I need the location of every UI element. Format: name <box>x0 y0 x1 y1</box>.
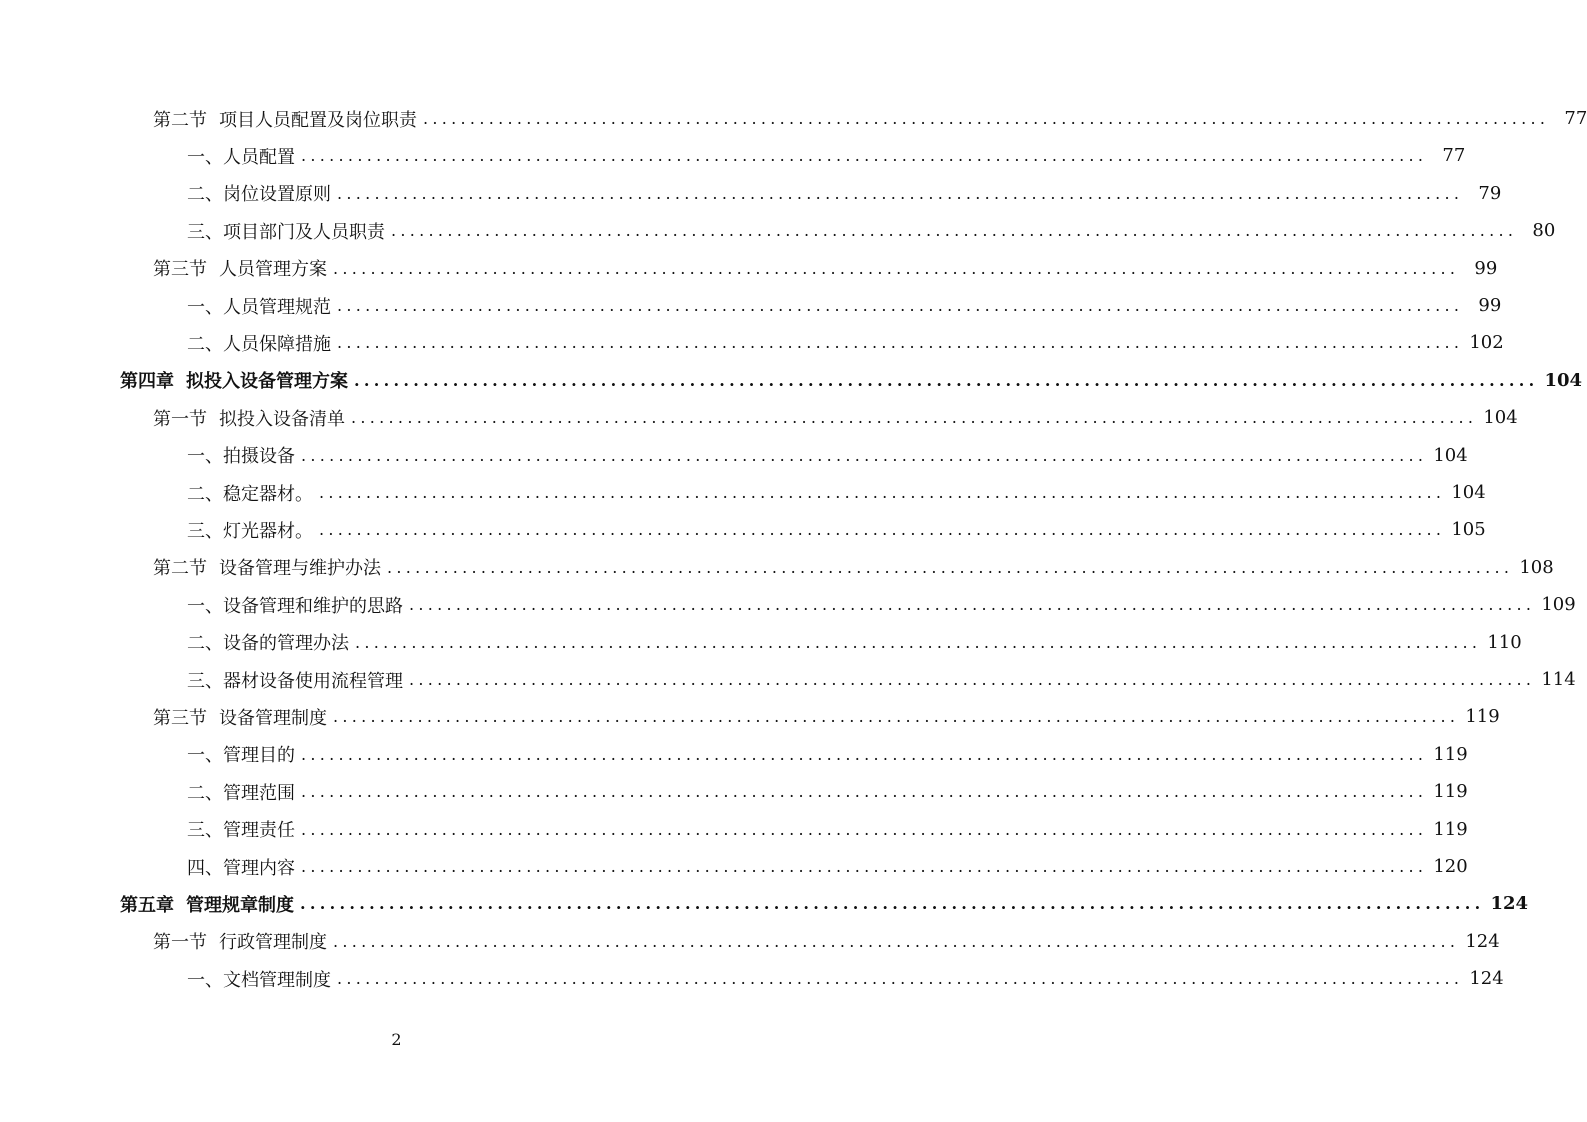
toc-entry-page: 124 <box>1469 968 1504 990</box>
dot-leader: ........................................................................................................................ <box>354 370 1539 390</box>
toc-entry-title <box>187 480 313 506</box>
toc-entry-title <box>153 106 417 132</box>
toc-entry-title <box>187 293 331 319</box>
toc-entry-text: 拟投入设备清单 <box>219 408 345 430</box>
dot-leader: ........................................................................................................................ <box>337 183 1464 203</box>
dot-leader: ........................................................................................................................ <box>319 483 1446 502</box>
dot-leader: ........................................................................................................................ <box>337 333 1464 353</box>
toc-entry-text: 拟投入设备管理方案 <box>186 371 348 393</box>
toc-entry-text: 三、管理责任 <box>187 820 295 842</box>
toc-entry-page: 104 <box>1483 407 1518 429</box>
toc-entry-text: 一、人员管理规范 <box>187 296 331 318</box>
toc-entry-item[interactable] <box>187 175 1502 212</box>
toc-entry-title <box>187 816 295 842</box>
dot-leader: ........................................................................................................................ <box>333 258 1460 278</box>
toc-entry-page: 110 <box>1487 631 1522 653</box>
toc-entry-section[interactable] <box>153 100 1587 137</box>
toc-entry-title <box>187 854 295 880</box>
toc-entry-prefix: 第三节 <box>153 707 207 729</box>
dot-leader: ........................................................................................................................ <box>387 557 1514 577</box>
toc-entry-page: 124 <box>1465 930 1500 952</box>
toc-entry-section[interactable] <box>153 698 1500 735</box>
page-number: 2 <box>391 1030 402 1049</box>
toc-entry-item[interactable] <box>187 736 1468 773</box>
toc-entry-page: 99 <box>1474 257 1498 279</box>
toc-entry-text: 一、拍摄设备 <box>187 446 295 468</box>
toc-entry-title <box>120 891 294 917</box>
toc-entry-item[interactable] <box>187 437 1468 474</box>
toc-entry-title <box>153 928 327 954</box>
toc-entry-item[interactable] <box>187 324 1504 361</box>
toc-entry-text: 设备管理与维护办法 <box>219 558 381 580</box>
toc-entry-text: 一、人员配置 <box>187 146 295 168</box>
toc-entry-page: 119 <box>1433 818 1468 840</box>
toc-entry-section[interactable] <box>153 250 1498 287</box>
toc-entry-text: 二、设备的管理办法 <box>187 633 349 655</box>
toc-entry-title <box>153 704 327 730</box>
toc-entry-title <box>187 517 313 543</box>
toc-entry-text: 设备管理制度 <box>219 707 327 729</box>
toc-entry-text: 二、稳定器材。 <box>187 483 313 505</box>
toc-entry-item[interactable] <box>187 511 1486 548</box>
toc-entry-section[interactable] <box>153 549 1554 586</box>
toc-entry-page: 119 <box>1433 781 1468 803</box>
toc-entry-page: 119 <box>1465 706 1500 728</box>
toc-entry-prefix: 第四章 <box>120 371 174 393</box>
toc-entry-text: 二、岗位设置原则 <box>187 184 331 206</box>
toc-entry-item[interactable] <box>187 137 1466 174</box>
dot-leader: ........................................................................................................................ <box>409 670 1536 689</box>
toc-entry-page: 119 <box>1433 743 1468 765</box>
toc-entry-text: 三、器材设备使用流程管理 <box>187 670 403 692</box>
toc-entry-text: 三、项目部门及人员职责 <box>187 221 385 243</box>
toc-entry-prefix: 第二节 <box>153 109 207 131</box>
toc-entry-title <box>187 180 331 206</box>
toc-entry-title <box>187 741 295 767</box>
toc-entry-text: 人员管理方案 <box>219 259 327 281</box>
toc-entry-text: 一、文档管理制度 <box>187 969 331 991</box>
toc-entry-text: 管理规章制度 <box>186 894 294 916</box>
toc-entry-title <box>153 554 381 580</box>
toc-entry-chapter[interactable] <box>120 885 1529 922</box>
toc-entry-text: 一、设备管理和维护的思路 <box>187 595 403 617</box>
toc-entry-title <box>187 218 385 244</box>
dot-leader: ........................................................................................................................ <box>301 819 1428 839</box>
dot-leader: ........................................................................................................................ <box>391 221 1518 241</box>
toc-entry-page: 109 <box>1541 594 1576 616</box>
toc-entry-title <box>187 667 403 693</box>
toc-entry-text: 行政管理制度 <box>219 932 327 954</box>
toc-entry-prefix: 第一节 <box>153 932 207 954</box>
dot-leader: ........................................................................................................................ <box>301 782 1428 802</box>
toc-entry-page: 80 <box>1532 220 1556 242</box>
toc-entry-page: 108 <box>1519 556 1554 578</box>
dot-leader: ........................................................................................................................ <box>300 894 1485 914</box>
toc-entry-page: 77 <box>1442 145 1466 167</box>
dot-leader: ........................................................................................................................ <box>301 744 1428 764</box>
toc-entry-item[interactable] <box>187 474 1486 511</box>
dot-leader: ........................................................................................................................ <box>333 707 1460 727</box>
toc-entry-prefix: 第五章 <box>120 894 174 916</box>
toc-entry-item[interactable] <box>187 811 1468 848</box>
toc-entry-page: 124 <box>1490 893 1529 915</box>
toc-entry-title <box>187 143 295 169</box>
toc-entry-title <box>187 592 403 618</box>
toc-entry-title <box>187 629 349 655</box>
dot-leader: ........................................................................................................................ <box>337 296 1464 315</box>
toc-entry-page: 99 <box>1478 295 1502 316</box>
toc-entry-page: 104 <box>1451 482 1486 503</box>
toc-entry-title <box>153 255 327 281</box>
toc-entry-item[interactable] <box>187 848 1468 885</box>
toc-entry-page: 104 <box>1433 444 1468 466</box>
toc-entry-title <box>187 966 331 992</box>
toc-entry-page: 79 <box>1478 182 1502 204</box>
toc-entry-text: 四、管理内容 <box>187 857 295 879</box>
toc-entry-text: 一、管理目的 <box>187 745 295 767</box>
toc-entry-title <box>187 330 331 356</box>
toc-entry-page: 102 <box>1469 332 1504 354</box>
toc-entry-title <box>187 442 295 468</box>
toc-entry-page: 77 <box>1564 108 1587 129</box>
toc-entry-item[interactable] <box>187 624 1522 661</box>
toc-entry-text: 二、人员保障措施 <box>187 333 331 355</box>
dot-leader: ........................................................................................................................ <box>333 931 1460 951</box>
toc-entry-prefix: 第一节 <box>153 408 207 430</box>
dot-leader: ........................................................................................................................ <box>337 969 1464 989</box>
toc-entry-prefix: 第三节 <box>153 259 207 281</box>
toc-entry-item[interactable] <box>187 960 1504 997</box>
toc-entry-title <box>120 367 348 393</box>
dot-leader: ........................................................................................................................ <box>301 146 1428 166</box>
toc-entry-page: 105 <box>1451 519 1486 541</box>
toc-entry-prefix: 第二节 <box>153 558 207 580</box>
toc-entry-chapter[interactable] <box>120 362 1583 399</box>
dot-leader: ........................................................................................................................ <box>301 857 1428 876</box>
dot-leader: ........................................................................................................................ <box>351 408 1478 428</box>
dot-leader: ........................................................................................................................ <box>301 445 1428 465</box>
toc-entry-section[interactable] <box>153 399 1518 436</box>
toc-entry-title <box>153 405 345 431</box>
toc-entry-item[interactable] <box>187 773 1468 810</box>
toc-entry-item[interactable] <box>187 287 1502 324</box>
dot-leader: ........................................................................................................................ <box>355 632 1482 652</box>
toc-entry-item[interactable] <box>187 586 1576 623</box>
dot-leader: ........................................................................................................................ <box>409 595 1536 615</box>
dot-leader: ........................................................................................................................ <box>423 109 1550 128</box>
toc-entry-text: 项目人员配置及岗位职责 <box>219 109 417 131</box>
toc-entry-page: 104 <box>1544 369 1583 391</box>
toc-entry-item[interactable] <box>187 661 1576 698</box>
toc-entry-item[interactable] <box>187 212 1556 249</box>
toc-entry-page: 120 <box>1433 856 1468 877</box>
toc-entry-text: 二、管理范围 <box>187 782 295 804</box>
toc-entry-section[interactable] <box>153 923 1500 960</box>
toc-entry-text: 三、灯光器材。 <box>187 520 313 542</box>
toc-entry-title <box>187 779 295 805</box>
toc-entry-page: 114 <box>1541 669 1576 690</box>
dot-leader: ........................................................................................................................ <box>319 520 1446 540</box>
